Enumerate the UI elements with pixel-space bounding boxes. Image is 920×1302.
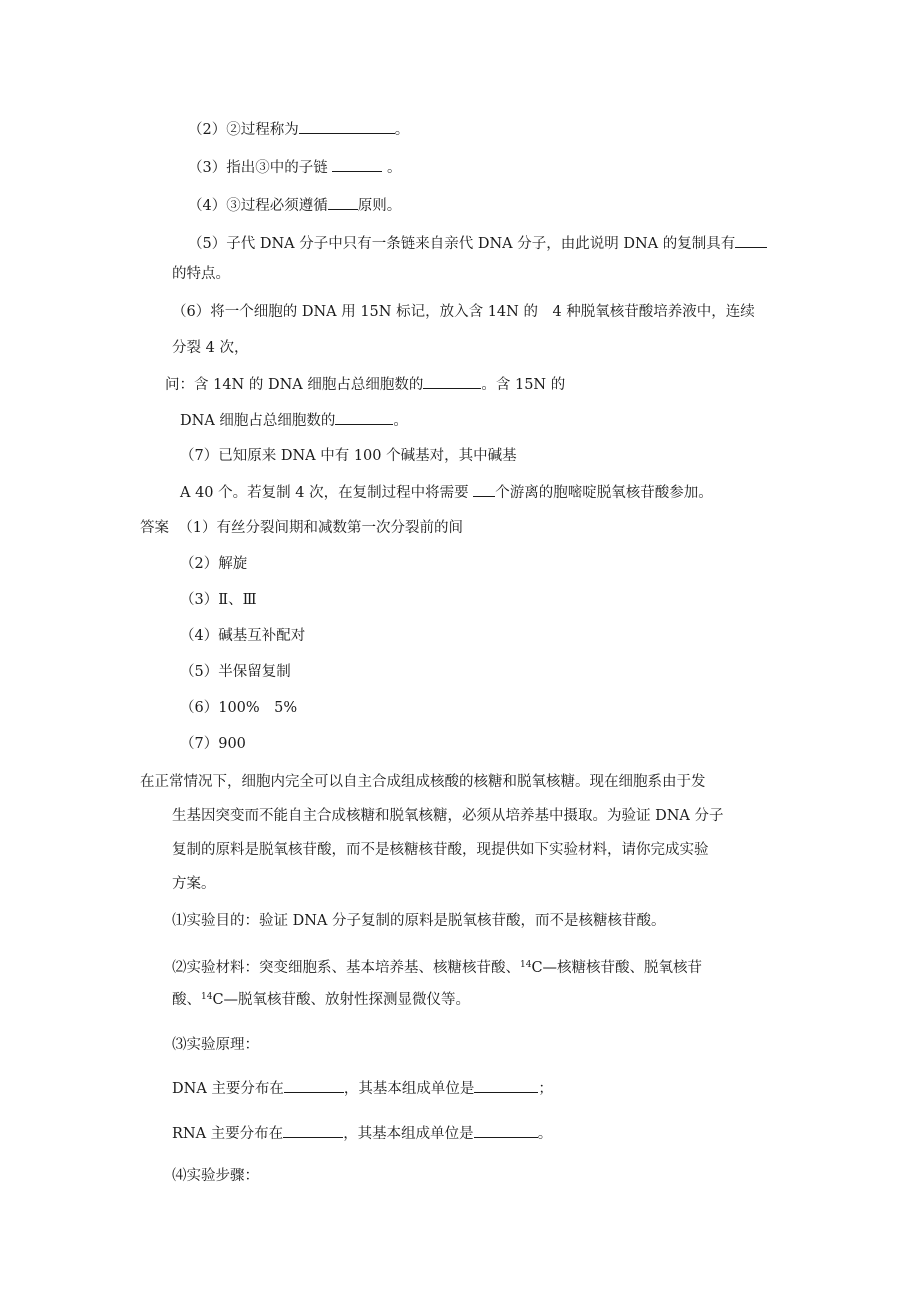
principle-rna	[172, 1123, 552, 1144]
question-2	[188, 119, 409, 140]
principle-text: ，其基本组成单位是	[343, 1081, 475, 1097]
question-5-line2: 的特点。	[172, 266, 230, 282]
question-text: A 40 个。若复制 4 次，在复制过程中将需要	[180, 485, 474, 501]
question-6-line4	[180, 410, 408, 431]
principle-dna	[172, 1078, 553, 1099]
answer-blank	[283, 1123, 343, 1138]
answer-blank	[473, 482, 495, 497]
materials-text: ⑵实验材料：突变细胞系、基本培养基、核糖核苷酸、	[172, 960, 520, 976]
materials-text: C—核糖核苷酸、脱氧核苷	[531, 960, 703, 976]
answer-7: （7）900	[180, 736, 246, 752]
question-6-line1: （6）将一个细胞的 DNA 用 15N 标记，放入含 14N 的 4 种脱氧核苷酸培养液中，连续	[172, 304, 755, 320]
question-6-line3	[165, 374, 565, 395]
problem-paragraph-line1: 在正常情况下，细胞内完全可以自主合成组成核酸的核糖和脱氧核糖。现在细胞系由于发	[140, 774, 706, 790]
question-text: 原则。	[357, 198, 402, 214]
isotope-superscript: 14	[520, 960, 532, 970]
question-text: 。含 15N 的	[481, 377, 566, 393]
principle-text: 。	[537, 1126, 553, 1142]
principle-text: ；	[538, 1081, 553, 1097]
experiment-materials-line2	[172, 990, 470, 1010]
question-3	[188, 157, 401, 178]
question-6-line2: 分裂 4 次，	[172, 340, 249, 356]
answer-blank	[735, 233, 767, 248]
question-text: （5）子代 DNA 分子中只有一条链来自亲代 DNA 分子，由此说明 DNA 的复制具有	[188, 236, 736, 252]
answer-label: 答案	[140, 520, 169, 536]
principle-text: DNA 主要分布在	[172, 1081, 284, 1097]
materials-text: C—脱氧核苷酸、放射性探测显微仪等。	[212, 992, 471, 1008]
question-text: 问：含 14N 的 DNA 细胞占总细胞数的	[165, 377, 424, 393]
question-text: （4）③过程必须遵循	[188, 198, 328, 214]
question-text: 。	[382, 160, 402, 176]
question-7-line2	[180, 482, 713, 503]
materials-text: 酸、	[172, 992, 201, 1008]
experiment-principle: ⑶实验原理：	[172, 1037, 259, 1053]
experiment-steps: ⑷实验步骤：	[172, 1168, 259, 1184]
answer-blank	[474, 1078, 538, 1093]
problem-paragraph-line4: 方案。	[172, 876, 216, 892]
question-text: 个游离的胞嘧啶脱氧核苷酸参加。	[495, 485, 713, 501]
experiment-goal: ⑴实验目的：验证 DNA 分子复制的原料是脱氧核苷酸，而不是核糖核苷酸。	[172, 913, 666, 929]
question-text: 。	[394, 122, 410, 138]
principle-text: ，其基本组成单位是	[343, 1126, 474, 1142]
question-text: 。	[393, 413, 408, 429]
isotope-superscript: 14	[201, 992, 213, 1002]
answer-3: （3）Ⅱ、Ⅲ	[180, 592, 257, 608]
answer-2: （2）解旋	[180, 556, 248, 572]
question-7-line1: （7）已知原来 DNA 中有 100 个碱基对，其中碱基	[180, 448, 517, 464]
answer-6: （6）100% 5%	[180, 700, 298, 716]
answer-blank	[299, 119, 395, 134]
answer-blank	[284, 1078, 344, 1093]
answer-4: （4）碱基互补配对	[180, 628, 306, 644]
answer-blank	[335, 410, 393, 425]
question-4	[188, 195, 401, 216]
principle-text: RNA 主要分布在	[172, 1126, 284, 1142]
answer-blank	[332, 157, 382, 172]
question-5-line1	[188, 233, 767, 254]
answer-1	[140, 518, 463, 538]
experiment-materials-line1	[172, 958, 702, 978]
answer-5: （5）半保留复制	[180, 664, 291, 680]
question-text: DNA 细胞占总细胞数的	[180, 413, 336, 429]
problem-paragraph-line2: 生基因突变而不能自主合成核糖和脱氧核糖，必须从培养基中摄取。为验证 DNA 分子	[172, 808, 724, 824]
question-text: （3）指出③中的子链	[188, 160, 333, 176]
answer-blank	[423, 374, 481, 389]
problem-paragraph-line3: 复制的原料是脱氧核苷酸，而不是核糖核苷酸，现提供如下实验材料，请你完成实验	[172, 842, 709, 858]
question-text: （2）②过程称为	[188, 122, 299, 138]
answer-blank	[474, 1123, 538, 1138]
answer-blank	[328, 195, 358, 210]
answer-text: （1）有丝分裂间期和减数第一次分裂前的间	[178, 520, 463, 536]
